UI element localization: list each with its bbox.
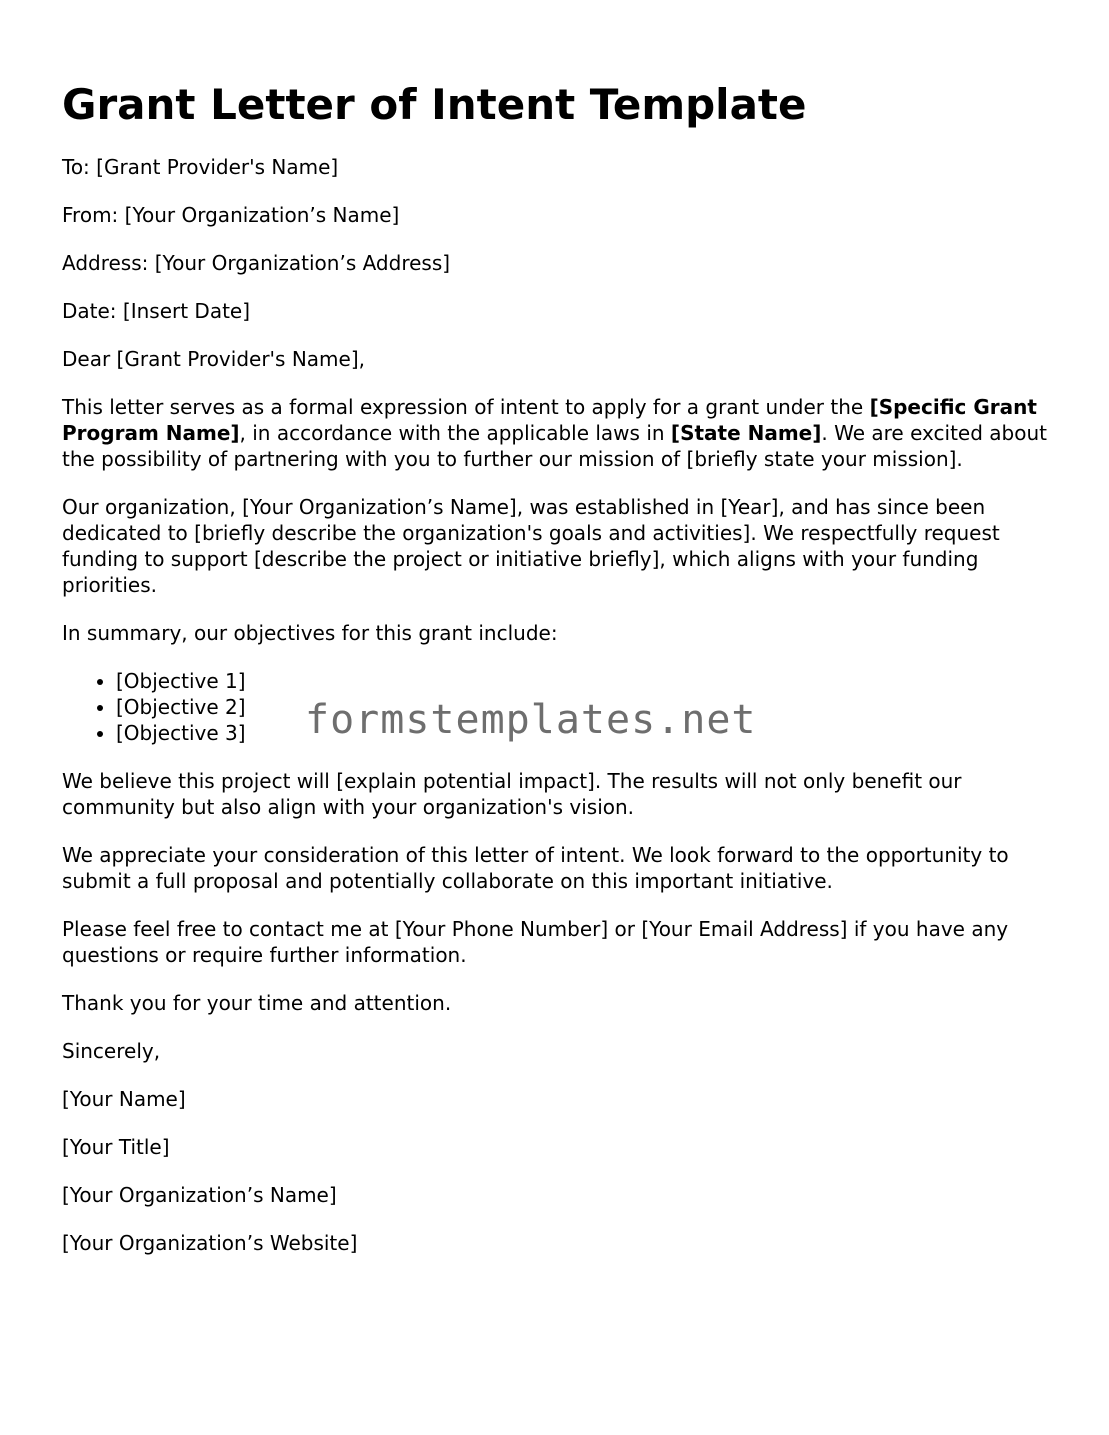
from-line: From: [Your Organization’s Name]: [62, 203, 400, 227]
letter-document: [62, 78, 1062, 1278]
watermark: formstemplates.net: [305, 697, 757, 743]
signature-website: [Your Organization’s Website]: [62, 1231, 358, 1255]
summary-intro: In summary, our objectives for this grant include:: [62, 621, 558, 645]
contact-paragraph: Please feel free to contact me at [Your Phone Number] or [Your Email Address] if you have any questions or require further information.: [62, 917, 1009, 967]
intro-paragraph: [62, 394, 1062, 472]
list-item: • [Objective 3]: [116, 720, 1062, 746]
closing-line: Sincerely,: [62, 1039, 161, 1063]
impact-paragraph: We believe this project will [explain potential impact]. The results will not only benefit our community but also align with your organization's vision.: [62, 769, 962, 819]
date-line: Date: [Insert Date]: [62, 299, 251, 323]
page-title: Grant Letter of Intent Template: [62, 80, 807, 129]
thanks-line: Thank you for your time and attention.: [62, 991, 452, 1015]
signature-name: [Your Name]: [62, 1087, 186, 1111]
organization-paragraph: Our organization, [Your Organization’s Name], was established in [Year], and has since been dedicated to [briefly describe the organization's goals and activities]. We respectfully request funding to support [describe the project or initiative briefly], which aligns with your funding priorities.: [62, 495, 1000, 597]
list-item: • [Objective 1]: [116, 668, 1062, 694]
grant-program-name: [Specific Grant Program Name]: [62, 395, 1037, 445]
salutation: Dear [Grant Provider's Name],: [62, 347, 365, 371]
to-line: To: [Grant Provider's Name]: [62, 155, 339, 179]
state-name: [State Name]: [670, 421, 822, 445]
list-item: • [Objective 2]: [116, 694, 1062, 720]
intro-text-2: , in accordance with the applicable laws in: [239, 421, 671, 445]
signature-organization: [Your Organization’s Name]: [62, 1183, 337, 1207]
intro-text-1: This letter serves as a formal expression of intent to apply for a grant under the: [62, 395, 870, 419]
intro-text-3: . We are excited about the possibility of partnering with you to further our mission of [briefly state your mission].: [62, 421, 1047, 471]
appreciation-paragraph: We appreciate your consideration of this letter of intent. We look forward to the opportunity to submit a full proposal and potentially collaborate on this important initiative.: [62, 843, 1009, 893]
address-line: Address: [Your Organization’s Address]: [62, 251, 451, 275]
signature-title: [Your Title]: [62, 1135, 170, 1159]
